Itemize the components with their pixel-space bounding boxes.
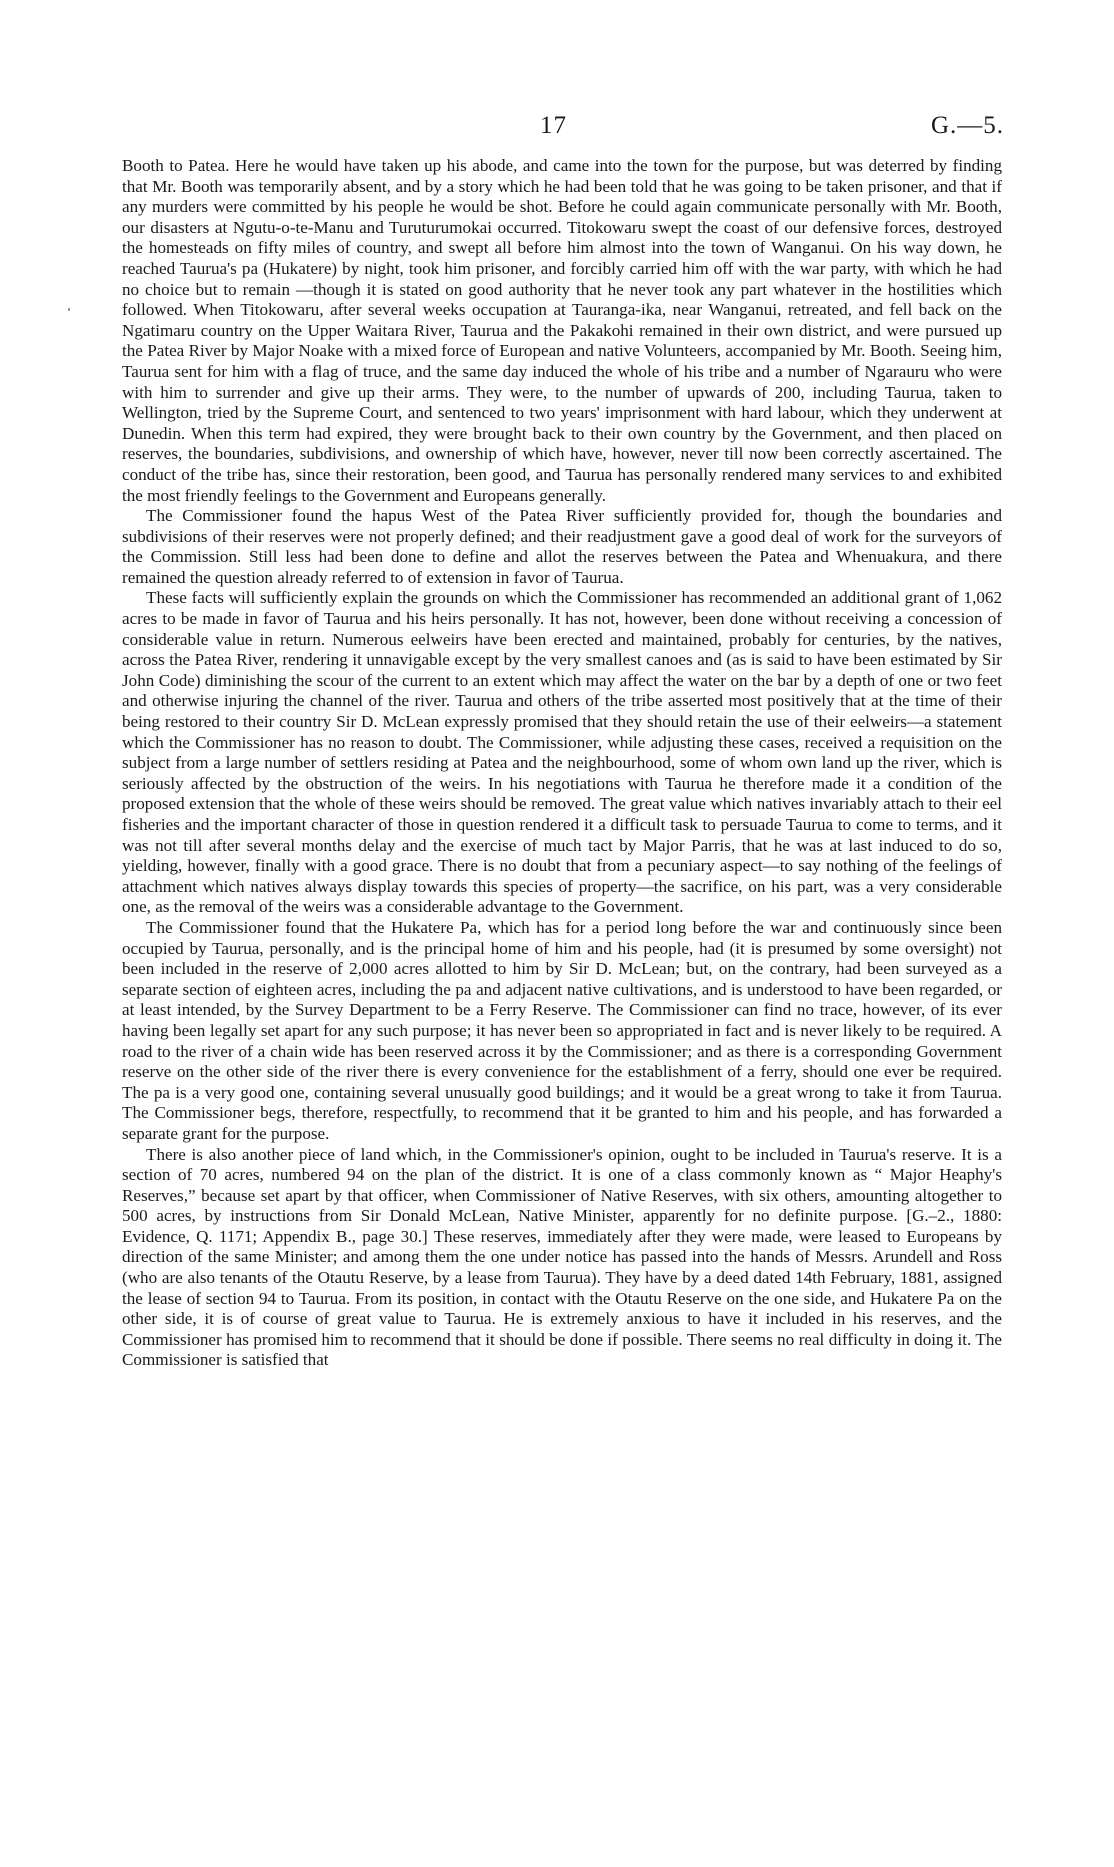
body-text (122, 156, 1002, 1371)
document-reference: G.—5. (930, 112, 1004, 139)
paragraph: Booth to Patea. Here he would have taken up his abode, and came into the town for the purpose, but was deterred by finding that Mr. Booth was temporarily absent, and by a story which he had been told that he was going to be taken prisoner, and that if any murders were committed by his people he would be shot. Before he could again communicate personally with Mr. Booth, our disasters at Ngutu-o-te-Manu and Turuturumokai occurred. Titokowaru swept the coast of our defensive forces, destroyed the homesteads on fifty miles of country, and swept all before him almost into the town of Wanganui. On his way down, he reached Taurua's pa (Hukatere) by night, took him prisoner, and forcibly carried him off with the war party, with which he had no choice but to remain —though it is stated on good authority that he never took any part whatever in the hostilities which followed. When Titokowaru, after several weeks occupation at Tauranga-ika, near Wanganui, retreated, and fell back on the Ngatimaru country on the Upper Waitara River, Taurua and the Pakakohi remained in their own district, and were pursued up the Patea River by Major Noake with a mixed force of European and native Volunteers, accompanied by Mr. Booth. Seeing him, Taurua sent for him with a flag of truce, and the same day induced the whole of his tribe and a number of Ngarauru who were with him to surrender and give up their arms. They were, to the number of upwards of 200, including Taurua, taken to Wellington, tried by the Supreme Court, and sentenced to two years' imprisonment with hard labour, which they underwent at Dunedin. When this term had expired, they were brought back to their own country by the Government, and then placed on reserves, the boundaries, subdivisions, and ownership of which have, however, never till now been correctly ascertained. The conduct of the tribe has, since their restoration, been good, and Taurua has personally rendered many services to and exhibited the most friendly feelings to the Government and Europeans generally. (122, 156, 1002, 505)
margin-mark (68, 308, 70, 311)
page-header (0, 112, 1114, 148)
paragraph: The Commissioner found that the Hukatere Pa, which has for a period long before the war and continuously since been occupied by Taurua, personally, and is the principal home of him and his people, had (it is presumed by some oversight) not been included in the reserve of 2,000 acres allotted to him by Sir D. McLean; but, on the contrary, had been surveyed as a separate section of eighteen acres, including the pa and adjacent native cultivations, and is understood to have been regarded, or at least intended, by the Survey Department to be a Ferry Reserve. The Commissioner can find no trace, however, of its ever having been legally set apart for any such purpose; it has never been so appropriated in fact and is never likely to be required. A road to the river of a chain wide has been reserved across it by the Commissioner; and as there is a corresponding Government reserve on the other side of the river there is every convenience for the establishment of a ferry, should one ever be required. The pa is a very good one, containing several unusually good buildings; and it would be a great wrong to take it from Taurua. The Commissioner begs, therefore, respectfully, to recommend that it be granted to him and his people, and has forwarded a separate grant for the purpose. (122, 917, 1002, 1143)
page-number: 17 (540, 112, 567, 139)
paragraph: The Commissioner found the hapus West of the Patea River sufficiently provided for, though the boundaries and subdivisions of their reserves were not properly defined; and their readjustment gave a good deal of work for the surveyors of the Commission. Still less had been done to define and allot the reserves between the Patea and Whenuakura, and there remained the question already referred to of extension in favor of Taurua. (122, 506, 1002, 587)
paragraph: There is also another piece of land which, in the Commissioner's opinion, ought to be included in Taurua's reserve. It is a section of 70 acres, numbered 94 on the plan of the district. It is one of a class commonly known as “ Major Heaphy's Reserves,” because set apart by that officer, when Commissioner of Native Reserves, with six others, amounting altogether to 500 acres, by instructions from Sir Donald McLean, Native Minister, apparently for no definite purpose. [G.–2., 1880: Evidence, Q. 1171; Appendix B., page 30.] These reserves, immediately after they were made, were leased to Europeans by direction of the same Minister; and among them the one under notice has passed into the hands of Messrs. Arundell and Ross (who are also tenants of the Otautu Reserve, by a lease from Taurua). They have by a deed dated 14th February, 1881, assigned the lease of section 94 to Taurua. From its position, in contact with the Otautu Reserve on the one side, and Hukatere Pa on the other side, it is of course of great value to Taurua. He is extremely anxious to have it included in his reserves, and the Commissioner has promised him to recommend that it should be done if possible. There seems no real difficulty in doing it. The Commissioner is satisfied that (122, 1144, 1002, 1370)
paragraph: These facts will sufficiently explain the grounds on which the Commissioner has recommended an additional grant of 1,062 acres to be made in favor of Taurua and his heirs personally. It has not, however, been done without receiving a concession of considerable value in return. Numerous eelweirs have been erected and maintained, probably for centuries, by the natives, across the Patea River, rendering it unnavigable except by the very smallest canoes and (as is said to have been estimated by Sir John Code) diminishing the scour of the current to an extent which may affect the water on the bar by a depth of one or two feet and otherwise injuring the channel of the river. Taurua and others of the tribe asserted most positively that at the time of their being restored to their country Sir D. McLean expressly promised that they should retain the use of their eelweirs—a statement which the Commissioner has no reason to doubt. The Commissioner, while adjusting these cases, received a requisition on the subject from a large number of settlers residing at Patea and the neighbourhood, some of whom own land up the river, which is seriously affected by the obstruction of the weirs. In his negotiations with Taurua he therefore made it a condition of the proposed extension that the whole of these weirs should be removed. The great value which natives invariably attach to their eel fisheries and the important character of those in question rendered it a difficult task to persuade Taurua to come to terms, and it was not till after several months delay and the exercise of much tact by Major Parris, that he was at last induced to do so, yielding, however, finally with a good grace. There is no doubt that from a pecuniary aspect—to say nothing of the feelings of attachment which natives always display towards this species of property—the sacrifice, on his part, was a very considerable one, as the removal of the weirs was a considerable advantage to the Government. (122, 588, 1002, 917)
